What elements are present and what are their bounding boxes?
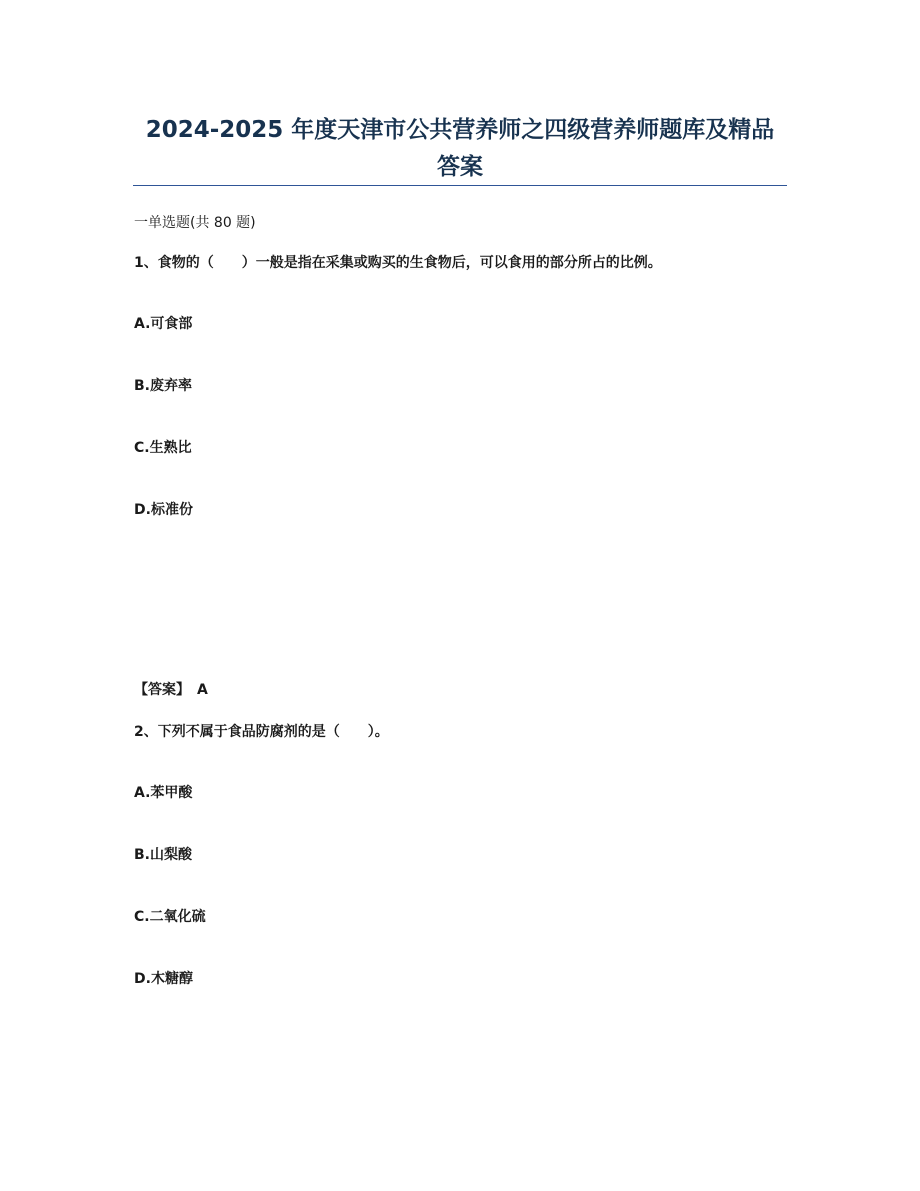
question-1-option-d: D.标准份	[134, 502, 193, 518]
question-1-option-a: A.可食部	[134, 316, 193, 332]
question-1-option-c: C.生熟比	[134, 440, 192, 456]
question-2-option-b: B.山梨酸	[134, 847, 192, 863]
question-2-option-d: D.木糖醇	[134, 971, 193, 987]
question-1-answer: 【答案】 A	[134, 682, 208, 698]
question-1-text: 1、食物的（ ）一般是指在采集或购买的生食物后，可以食用的部分所占的比例。	[134, 255, 662, 271]
question-1-option-b: B.废弃率	[134, 378, 192, 394]
question-2-text: 2、下列不属于食品防腐剂的是（ ）。	[134, 724, 389, 740]
section-heading: 一单选题(共 80 题)	[134, 215, 256, 231]
document-title	[120, 112, 800, 186]
title-line-1: 2024-2025 年度天津市公共营养师之四级营养师题库及精品	[145, 117, 775, 143]
question-2-option-c: C.二氧化硫	[134, 909, 206, 925]
title-line-2: 答案	[437, 154, 483, 180]
title-divider	[133, 185, 787, 186]
question-2-option-a: A.苯甲酸	[134, 785, 193, 801]
